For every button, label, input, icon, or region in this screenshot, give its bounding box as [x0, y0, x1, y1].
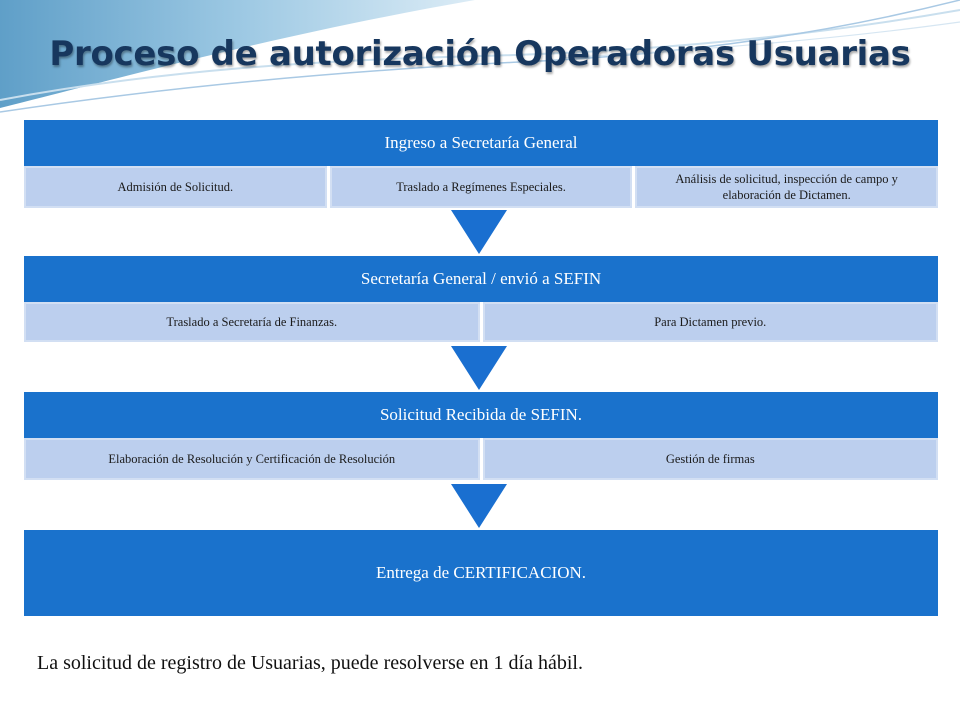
substep-admision: Admisión de Solicitud.: [24, 166, 327, 208]
stage-solicitud-recibida: [24, 392, 938, 480]
substep-row: [24, 438, 938, 480]
substep-analisis-dictamen: Análisis de solicitud, inspección de campo y elaboración de Dictamen.: [635, 166, 938, 208]
substep-row: [24, 302, 938, 342]
substep-gestion-firmas: Gestión de firmas: [483, 438, 939, 480]
stage-ingreso: [24, 120, 938, 208]
substep-traslado-finanzas: Traslado a Secretaría de Finanzas.: [24, 302, 480, 342]
down-arrow-icon: [451, 346, 507, 390]
stage-secretaria-sefin: [24, 256, 938, 342]
stage-entrega-certificacion: [24, 530, 938, 616]
page-title: Proceso de autorización Operadoras Usuarias: [49, 34, 911, 74]
substep-row: [24, 166, 938, 208]
substep-elaboracion-resolucion: Elaboración de Resolución y Certificación de Resolución: [24, 438, 480, 480]
down-arrow-icon: [451, 484, 507, 528]
down-arrow-icon: [451, 210, 507, 254]
stage-header: Ingreso a Secretaría General: [24, 120, 938, 166]
substep-dictamen-previo: Para Dictamen previo.: [483, 302, 939, 342]
footer-note: La solicitud de registro de Usuarias, puede resolverse en 1 día hábil.: [37, 652, 583, 674]
stage-header: Solicitud Recibida de SEFIN.: [24, 392, 938, 438]
final-stage-label: Entrega de CERTIFICACION.: [375, 563, 587, 582]
substep-traslado-regimenes: Traslado a Regímenes Especiales.: [330, 166, 633, 208]
stage-header: Secretaría General / envió a SEFIN: [24, 256, 938, 302]
